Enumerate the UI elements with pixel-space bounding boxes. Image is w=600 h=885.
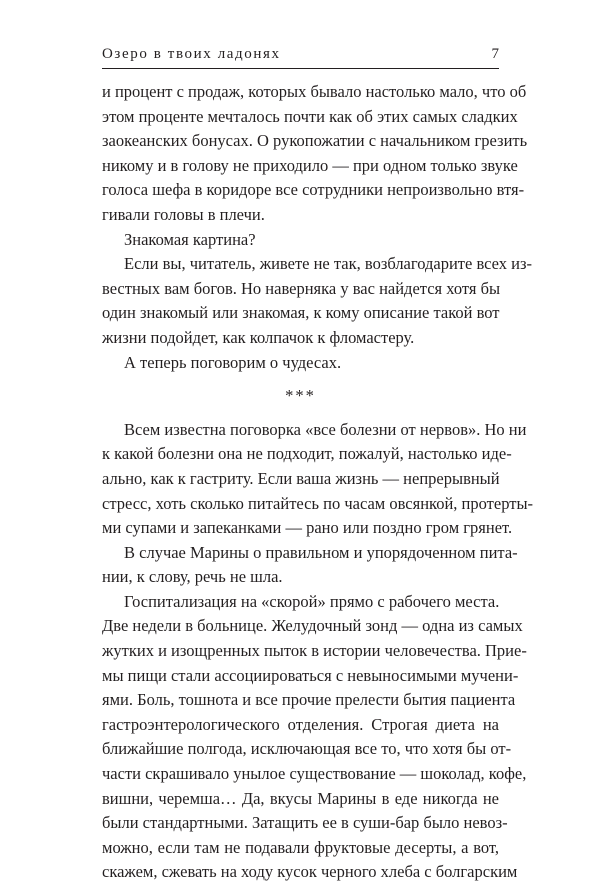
text-line: к какой болезни она не подходит, пожалуй, настолько иде- — [102, 444, 512, 464]
text-line: ближайшие полгода, исключающая все то, что хотя бы от- — [102, 739, 512, 759]
text-line: один знакомый или знакомая, к кому описание такой вот — [102, 303, 500, 323]
text-line: Госпитализация на «скорой» прямо с рабочего места. — [124, 591, 500, 611]
text-line: вишни, черемша… Да, вкусы Марины в еде никогда не — [102, 788, 499, 808]
body-text — [102, 80, 534, 885]
text-line: гивали головы в плечи. — [102, 204, 265, 224]
text-line: ально, как к гастриту. Если ваша жизнь — непрерывный — [102, 468, 500, 488]
text-line: Всем известна поговорка «все болезни от нервов». Но ни — [124, 419, 527, 439]
text-line: скажем, сжевать на ходу кусок черного хлеба с болгарским — [102, 862, 518, 882]
text-line: вестных вам богов. Но наверняка у вас найдется хотя бы — [102, 278, 501, 298]
section-separator: *** — [285, 386, 316, 406]
text-line: и процент с продаж, которых бывало настолько мало, что об — [102, 82, 527, 101]
text-line: заокеанских бонусах. О рукопожатии с начальником грезить — [102, 131, 528, 151]
text-line: нии, к слову, речь не шла. — [102, 567, 283, 587]
section-gap — [102, 375, 499, 384]
text-line: были стандартными. Затащить ее в суши-бар было невоз- — [102, 813, 508, 833]
text-line: ями. Боль, тошнота и все прочие прелести бытия пациента — [102, 690, 516, 710]
text-line: А теперь поговорим о чудесах. — [124, 352, 342, 372]
book-title: Озеро в твоих ладонях — [102, 46, 281, 62]
page-number: 7 — [491, 46, 499, 62]
text-line: никому и в голову не приходило — при одном только звуке — [102, 155, 518, 175]
text-line: стресс, хоть сколько питайтесь по часам овсянкой, протерты- — [102, 493, 534, 513]
text-line: Знакомая картина? — [124, 229, 256, 249]
text-line: ми супами и запеканками — рано или поздно гром грянет. — [102, 518, 513, 538]
section-gap — [102, 409, 499, 418]
text-line: мы пищи стали ассоциироваться с невыносимыми мучени- — [102, 665, 519, 685]
text-line: жутких и изощренных пыток в истории человечества. Прие- — [102, 641, 527, 661]
text-line: можно, если там не подавали фруктовые десерты, а вот, — [102, 837, 499, 857]
text-line: жизни подойдет, как колпачок к фломастеру. — [102, 327, 415, 347]
text-line: Если вы, читатель, живете не так, возблагодарите всех из- — [124, 254, 533, 274]
text-line: В случае Марины о правильном и упорядоченном пита- — [124, 542, 518, 562]
text-line: гастроэнтерологического отделения. Строгая диета на — [102, 714, 499, 734]
text-line: части скрашивало унылое существование — шоколад, кофе, — [102, 764, 527, 784]
running-header — [102, 44, 499, 64]
text-line: этом проценте мечталось почти как об этих самых сладких — [102, 106, 518, 126]
text-line: Две недели в больнице. Желудочный зонд — одна из самых — [102, 616, 523, 636]
text-line: голоса шефа в коридоре все сотрудники непроизвольно втя- — [102, 180, 525, 200]
header-rule — [102, 68, 499, 69]
